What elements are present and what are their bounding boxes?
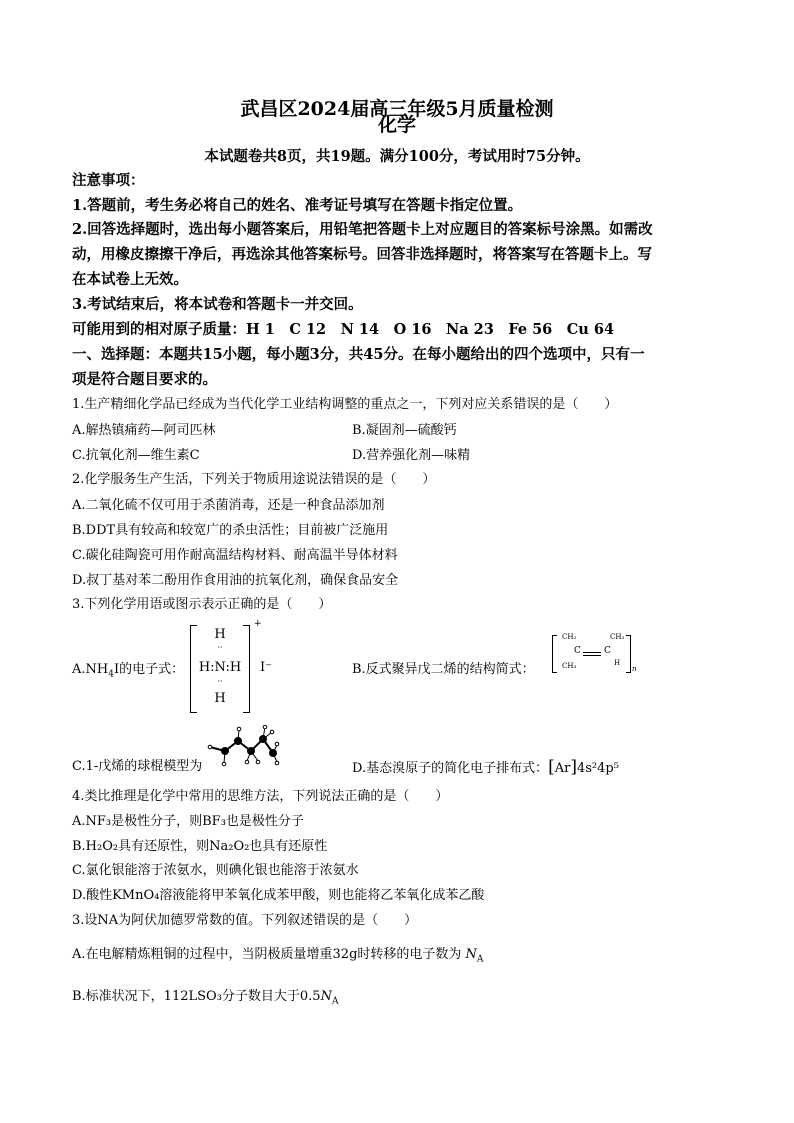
q1-option-a: A.解热镇痛药—阿司匹林 (72, 423, 216, 438)
q5-option-a (72, 946, 483, 969)
note-item: 在本试卷上无效。 (72, 271, 188, 288)
text: [ (548, 757, 555, 777)
text: 4 (108, 669, 114, 680)
section-heading: 项是符合题目要求的。 (72, 371, 217, 388)
text: I的电子式： (113, 662, 185, 677)
exam-info: 本试题卷共8页，共19题。满分100分，考试用时75分钟。 (204, 148, 590, 165)
q5-option-b (72, 988, 338, 1011)
note-item: 1.答题前，考生务必将自己的姓名、准考证号填写在答题卡指定位置。 (72, 197, 523, 214)
text: A (476, 954, 484, 965)
atomic-masses: 可能用到的相对原子质量：H 1 C 12 N 14 O 16 Na 23 Fe 56 Cu 64 (72, 321, 615, 338)
q2-option-c: C.碳化硅陶瓷可用作耐高温结构材料、耐高温半导体材料 (72, 548, 398, 563)
text: CH₃ (562, 662, 577, 670)
q3-option-b: B.反式聚异戊二烯的结构简式： (352, 662, 535, 677)
text: ·· (217, 643, 223, 652)
text: Ar (554, 761, 571, 776)
polyisoprene-structure (552, 633, 637, 673)
text: D.基态溴原子的简化电子排布式： (352, 761, 549, 776)
text: CH₂ (562, 633, 577, 641)
text: A (331, 996, 339, 1007)
text: A.在电解精炼粗铜的过程中，当阴极质量增重32g时转移的电子数为 (72, 947, 462, 962)
text: H (214, 691, 226, 706)
q2-stem: 2.化学服务生产生活，下列关于物质用途说法错误的是（ ） (72, 472, 436, 487)
text: C (604, 646, 611, 656)
q3-option-c: C.1-戊烯的球棍模型为 (72, 759, 203, 774)
q2-option-b: B.DDT具有较高和较宽广的杀虫活性；目前被广泛施用 (72, 523, 389, 538)
section-heading: 一、选择题：本题共15小题，每小题3分，共45分。在每小题给出的四个选项中，只有一 (72, 346, 645, 363)
text: N (320, 989, 332, 1004)
text: H:N:H (198, 660, 242, 675)
q4-option-c: C.氯化银能溶于浓氨水，则碘化银也能溶于浓氨水 (72, 863, 359, 878)
q4-option-d: D.酸性KMnO₄溶液能将甲苯氧化成苯甲酸，则也能将乙苯氧化成苯乙酸 (72, 888, 485, 903)
q4-option-a: A.NF₃是极性分子，则BF₃也是极性分子 (72, 814, 304, 829)
text: + (254, 619, 262, 629)
text: ] (570, 757, 577, 777)
q2-option-a: A.二氧化硫不仅可用于杀菌消毒，还是一种食品添加剂 (72, 498, 385, 513)
text: 4s²4p⁵ (576, 761, 619, 776)
q1-option-d: D.营养强化剂—味精 (352, 448, 471, 463)
note-item: 动，用橡皮擦擦干净后，再选涂其他答案标号。回答非选择题时，将答案写在答题卡上。写 (72, 246, 652, 263)
q3-option-d (352, 758, 619, 778)
text: H (214, 627, 226, 642)
text: H (614, 659, 621, 667)
q4-option-b: B.H₂O₂具有还原性，则Na₂O₂也具有还原性 (72, 839, 328, 854)
text: N (465, 947, 477, 962)
text: ·· (217, 677, 223, 686)
text: I⁻ (260, 660, 272, 675)
text: CH₃ (610, 633, 625, 641)
q1-option-b: B.凝固剂—硫酸钙 (352, 423, 457, 438)
q3-option-a (72, 661, 184, 684)
q4-stem: 4.类比推理是化学中常用的思维方法，下列说法正确的是（ ） (72, 789, 449, 804)
electron-formula (190, 619, 272, 711)
q1-option-c: C.抗氧化剂—维生素C (72, 448, 200, 463)
pentene-ball-stick-model (205, 725, 280, 770)
exam-title: 武昌区2024届高三年级5月质量检测 (240, 98, 554, 120)
note-item: 2.回答选择题时，选出每小题答案后，用铅笔把答题卡上对应题目的答案标号涂黑。如需改 (72, 221, 653, 238)
text: B.标准状况下，112LSO₃分子数目大于0.5 (72, 989, 321, 1004)
text: n (632, 665, 637, 673)
notes-heading: 注意事项： (72, 172, 145, 189)
q5-stem: 3.设NA为阿伏加德罗常数的值。下列叙述错误的是（ ） (72, 913, 418, 928)
q1-stem: 1.生产精细化学品已经成为当代化学工业结构调整的重点之一，下列对应关系错误的是（ ） (72, 397, 618, 412)
q2-option-d: D.叔丁基对苯二酚用作食用油的抗氧化剂，确保食品安全 (72, 573, 399, 588)
text: C (574, 646, 581, 656)
subject-title: 化学 (377, 114, 416, 136)
q3-stem: 3.下列化学用语或图示表示正确的是（ ） (72, 597, 332, 612)
note-item: 3.考试结束后，将本试卷和答题卡一并交回。 (72, 296, 363, 313)
text: A.NH (72, 662, 109, 677)
